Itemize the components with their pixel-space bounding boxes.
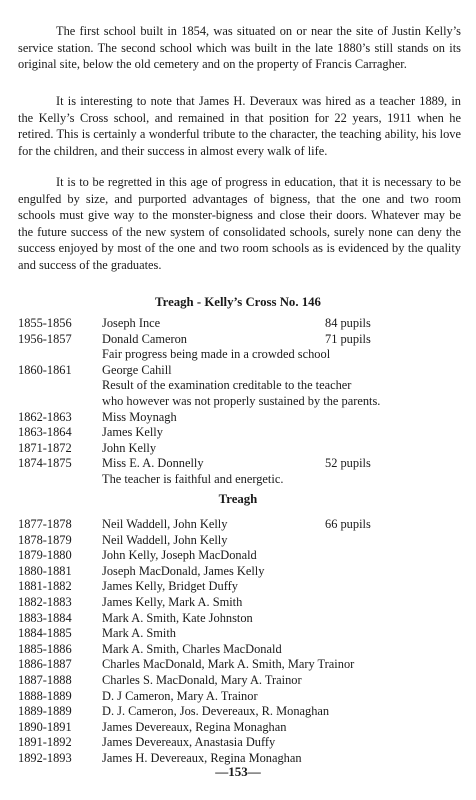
table-row xyxy=(18,689,468,705)
paragraph-progress: It is to be regretted in this age of progress in education, that it is necessary to be engulfed by size, and purported advantages of bigness, that the one and two room schools must give way to the monster-bigness and close their doors. Whatever may be the future success of the new system of consolidated schools, surely none can deny the success enjoyed by most of the one and two room schools as is evidenced by the quality and success of the graduates. xyxy=(18,175,461,272)
table-row xyxy=(18,704,468,720)
table-row xyxy=(18,626,468,642)
teacher-cell: Mark A. Smith xyxy=(102,626,177,641)
table-row xyxy=(18,657,468,673)
teacher-cell: James Devereaux, Regina Monaghan xyxy=(102,719,287,734)
pupils-cell: 84 pupils xyxy=(325,316,371,330)
years-cell: 1891-1892 xyxy=(18,735,72,750)
teacher-cell: Miss Moynagh xyxy=(102,409,177,424)
table-row xyxy=(18,456,468,472)
table-row xyxy=(18,735,468,751)
table-row xyxy=(18,316,468,332)
remark-text: The teacher is faithful and energetic. xyxy=(102,471,284,486)
years-cell: 1888-1889 xyxy=(18,688,72,703)
table-row xyxy=(18,533,468,549)
years-cell: 1887-1888 xyxy=(18,672,72,687)
teacher-cell: James Devereaux, Anastasia Duffy xyxy=(102,735,276,750)
remark-text: who however was not properly sustained by the parents. xyxy=(102,393,381,408)
remark-text: Result of the examination creditable to the teacher xyxy=(102,378,352,393)
teacher-cell: Donald Cameron xyxy=(102,331,187,346)
teacher-cell: Miss E. A. Donnelly xyxy=(102,456,204,471)
years-cell: 1886-1887 xyxy=(18,657,72,672)
years-cell: 1862-1863 xyxy=(18,409,72,424)
years-cell: 1880-1881 xyxy=(18,563,72,578)
teacher-cell: James Kelly xyxy=(102,425,163,440)
years-cell: 1878-1879 xyxy=(18,532,72,547)
teacher-cell: John Kelly, Joseph MacDonald xyxy=(102,548,257,563)
pupils-cell: 52 pupils xyxy=(325,456,371,471)
note-row xyxy=(18,347,468,363)
years-cell: 1890-1891 xyxy=(18,719,72,734)
teacher-cell: Mark A. Smith, Charles MacDonald xyxy=(102,641,282,656)
paragraph-first-school: The first school built in 1854, was situated on or near the site of Justin Kelly’s service station. The second school which was built in the late 1880’s still stands on its original site, below the old cemetery and on the property of Francis Carragher. xyxy=(18,24,461,71)
teacher-list-kellys-cross xyxy=(18,316,468,488)
page-number: —153— xyxy=(215,764,261,779)
table-row xyxy=(18,595,468,611)
note-row xyxy=(18,378,468,394)
teacher-cell: George Cahill xyxy=(102,362,172,377)
years-cell: 1874-1875 xyxy=(18,456,72,471)
table-row xyxy=(18,410,468,426)
years-cell: 1892-1893 xyxy=(18,750,72,765)
teacher-cell: James Kelly, Mark A. Smith xyxy=(102,594,243,609)
pupils-cell: 71 pupils xyxy=(325,331,371,346)
table-row xyxy=(18,611,468,627)
teacher-cell: Joseph Ince xyxy=(102,316,161,330)
years-cell: 1882-1883 xyxy=(18,594,72,609)
years-cell: 1863-1864 xyxy=(18,425,72,440)
table-row xyxy=(18,441,468,457)
years-cell: 1879-1880 xyxy=(18,548,72,563)
years-cell: 1883-1884 xyxy=(18,610,72,625)
teacher-cell: Charles S. MacDonald, Mary A. Trainor xyxy=(102,672,302,687)
table-row xyxy=(18,332,468,348)
section-heading-kellys-cross: Treagh - Kelly’s Cross No. 146 xyxy=(155,295,321,309)
teacher-cell: James Kelly, Bridget Duffy xyxy=(102,579,238,594)
years-cell: 1855-1856 xyxy=(18,316,72,330)
years-cell: 1871-1872 xyxy=(18,440,72,455)
table-row xyxy=(18,363,468,379)
teacher-cell: James H. Devereaux, Regina Monaghan xyxy=(102,750,302,765)
table-row xyxy=(18,548,468,564)
note-row xyxy=(18,394,468,410)
years-cell: 1860-1861 xyxy=(18,362,72,377)
teacher-cell: Neil Waddell, John Kelly xyxy=(102,532,228,547)
table-row xyxy=(18,564,468,580)
section-heading-treagh: Treagh xyxy=(218,492,258,506)
teacher-cell: Mark A. Smith, Kate Johnston xyxy=(102,610,253,625)
years-cell: 1877-1878 xyxy=(18,517,72,531)
years-cell: 1884-1885 xyxy=(18,626,72,641)
table-row xyxy=(18,425,468,441)
table-row xyxy=(18,673,468,689)
years-cell: 1881-1882 xyxy=(18,579,72,594)
pupils-cell: 66 pupils xyxy=(325,517,371,531)
years-cell: 1885-1886 xyxy=(18,641,72,656)
years-cell: 1956-1857 xyxy=(18,331,72,346)
table-row xyxy=(18,720,468,736)
teacher-cell: Charles MacDonald, Mark A. Smith, Mary Trainor xyxy=(102,657,355,672)
years-cell: 1889-1889 xyxy=(18,704,72,719)
remark-text: Fair progress being made in a crowded school xyxy=(102,347,331,362)
table-row xyxy=(18,642,468,658)
teacher-cell: John Kelly xyxy=(102,440,157,455)
teacher-cell: D. J. Cameron, Jos. Devereaux, R. Monaghan xyxy=(102,704,330,719)
note-row xyxy=(18,472,468,488)
paragraph-deveraux: It is interesting to note that James H. Deveraux was hired as a teacher 1889, in the Kelly’s Cross school, and remained in that position for 22 years, 1911 when he retired. This is certainly a wonderful tribute to the character, the teaching ability, his love for the children, and their success in almost every walk of life. xyxy=(18,94,461,158)
table-row xyxy=(18,517,468,533)
teacher-cell: D. J Cameron, Mary A. Trainor xyxy=(102,688,258,703)
teacher-cell: Neil Waddell, John Kelly xyxy=(102,517,228,531)
table-row xyxy=(18,579,468,595)
teacher-list-treagh xyxy=(18,517,468,767)
teacher-cell: Joseph MacDonald, James Kelly xyxy=(102,563,265,578)
